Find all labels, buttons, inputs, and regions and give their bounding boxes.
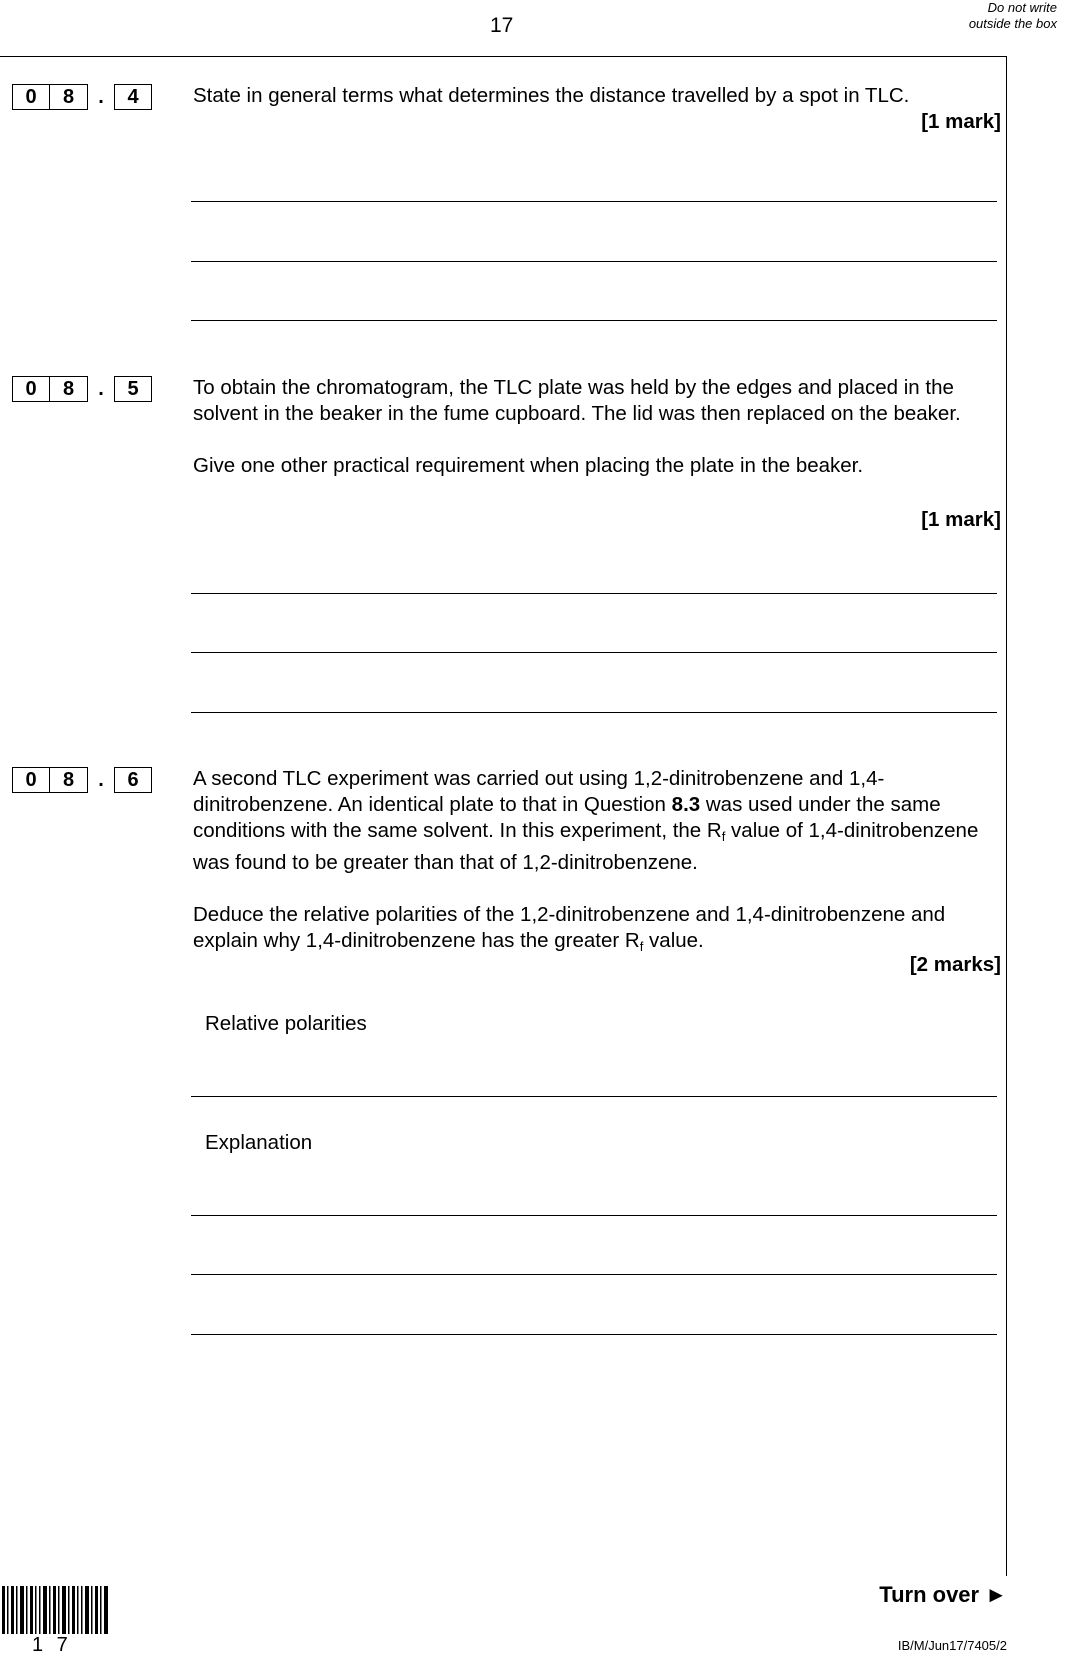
qnum-part: 6: [114, 767, 152, 793]
answer-line[interactable]: [191, 1334, 997, 1335]
turn-over: Turn over ►: [879, 1582, 1007, 1607]
qnum-digit: 8: [50, 376, 88, 402]
question-paragraph: To obtain the chromatogram, the TLC plate was held by the edges and placed in the solvent in the beaker in the fume cupboard. The lid was then replaced on the beaker.: [193, 376, 961, 425]
text-run: A second TLC experiment was carried out using 1,2-dinitrobenzene and 1,4-dinitrobenzene. An identical plate to that in Question: [193, 767, 885, 816]
text-run: Deduce the relative polarities of the 1,2-dinitrobenzene and 1,4-dinitrobenzene and explain why 1,4-dinitrobenzene has the greater R: [193, 903, 946, 952]
text-run: was used under the same conditions with the same solvent. In this experiment, the R: [193, 793, 941, 842]
qnum-part: 5: [114, 376, 152, 402]
answer-line[interactable]: [191, 1274, 997, 1275]
qnum-digit: 0: [12, 767, 50, 793]
question-reference: 8.3: [671, 793, 701, 816]
question-text-08-4: [193, 83, 999, 109]
qnum-digit: 0: [12, 376, 50, 402]
subscript: f: [721, 829, 726, 844]
text-run: value.: [643, 929, 704, 952]
question-number-08-4: [12, 82, 152, 112]
answer-line[interactable]: [191, 201, 997, 202]
qnum-separator: .: [98, 768, 104, 791]
answer-line[interactable]: [191, 1096, 997, 1097]
paper-reference: IB/M/Jun17/7405/2: [897, 1638, 1007, 1653]
barcode-icon: [2, 1586, 112, 1634]
qnum-digit: 0: [12, 84, 50, 110]
question-text-08-6: [193, 766, 999, 960]
question-paragraph: [193, 766, 999, 876]
barcode-number: 1 7: [32, 1634, 72, 1656]
subscript: f: [639, 939, 644, 954]
question-paragraph: State in general terms what determines the distance travelled by a spot in TLC.: [193, 84, 910, 107]
text-run: value of 1,4-dinitrobenzene was found to be greater than that of 1,2-dinitrobenzene.: [193, 819, 979, 874]
qnum-digit: 8: [50, 767, 88, 793]
marks-08-5: [1 mark]: [921, 508, 1001, 531]
question-number-08-6: [12, 765, 152, 795]
answer-line[interactable]: [191, 320, 997, 321]
qnum-digit: 8: [50, 84, 88, 110]
question-paragraph: [193, 902, 999, 960]
question-text-08-5: [193, 375, 999, 479]
page-number: 17: [490, 14, 514, 37]
qnum-separator: .: [98, 377, 104, 400]
marks-08-6: [2 marks]: [909, 953, 1001, 976]
answer-line[interactable]: [191, 593, 997, 594]
explanation-label: Explanation: [205, 1131, 313, 1154]
answer-line[interactable]: [191, 261, 997, 262]
marks-08-4: [1 mark]: [921, 110, 1001, 133]
answer-line[interactable]: [191, 652, 997, 653]
question-paragraph: Give one other practical requirement when placing the plate in the beaker.: [193, 454, 864, 477]
answer-line[interactable]: [191, 712, 997, 713]
margin-note: Do not write outside the box: [968, 0, 1057, 31]
relative-polarities-label: Relative polarities: [205, 1012, 367, 1035]
question-number-08-5: [12, 374, 152, 404]
qnum-part: 4: [114, 84, 152, 110]
qnum-separator: .: [98, 85, 104, 108]
answer-line[interactable]: [191, 1215, 997, 1216]
